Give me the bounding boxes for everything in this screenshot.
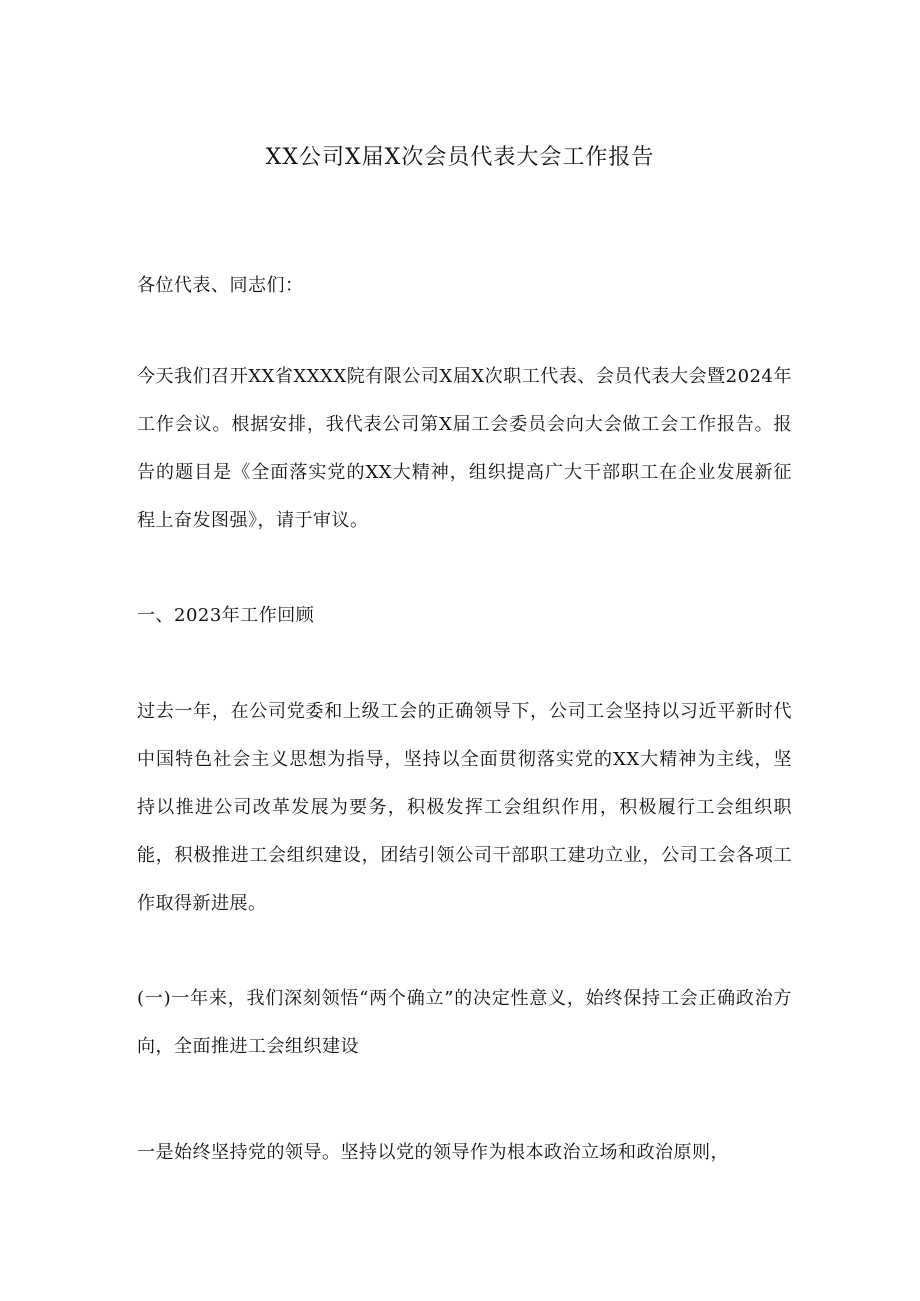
point-one-paragraph: 一是始终坚持党的领导。坚持以党的领导作为根本政治立场和政治原则， xyxy=(137,1142,729,1163)
intro-paragraph: 今天我们召开XX省XXXX院有限公司X届X次职工代表、会员代表大会暨2024年工作会议。根据安排，我代表公司第X届工会委员会向大会做工会工作报告。报告的题目是《全面落实党的XX大精神，组织提高广大干部职工在企业发展新征程上奋发图强》，请于审议。 xyxy=(137,366,792,531)
section-heading: 一、2023年工作回顾 xyxy=(137,605,315,626)
greeting: 各位代表、同志们： xyxy=(137,275,304,296)
document-title: XX公司X届X次会员代表大会工作报告 xyxy=(265,145,655,170)
subsection-heading: (一)一年来，我们深刻领悟“两个确立”的决定性意义，始终保持工会正确政治方向，全面推进工会组织建设 xyxy=(137,988,792,1057)
review-paragraph: 过去一年，在公司党委和上级工会的正确领导下，公司工会坚持以习近平新时代中国特色社会主义思想为指导，坚持以全面贯彻落实党的XX大精神为主线，坚持以推进公司改革发展为要务，积极发挥工会组织作用，积极履行工会组织职能，积极推进工会组织建设，团结引领公司干部职工建功立业，公司工会各项工作取得新进展。 xyxy=(137,701,792,914)
